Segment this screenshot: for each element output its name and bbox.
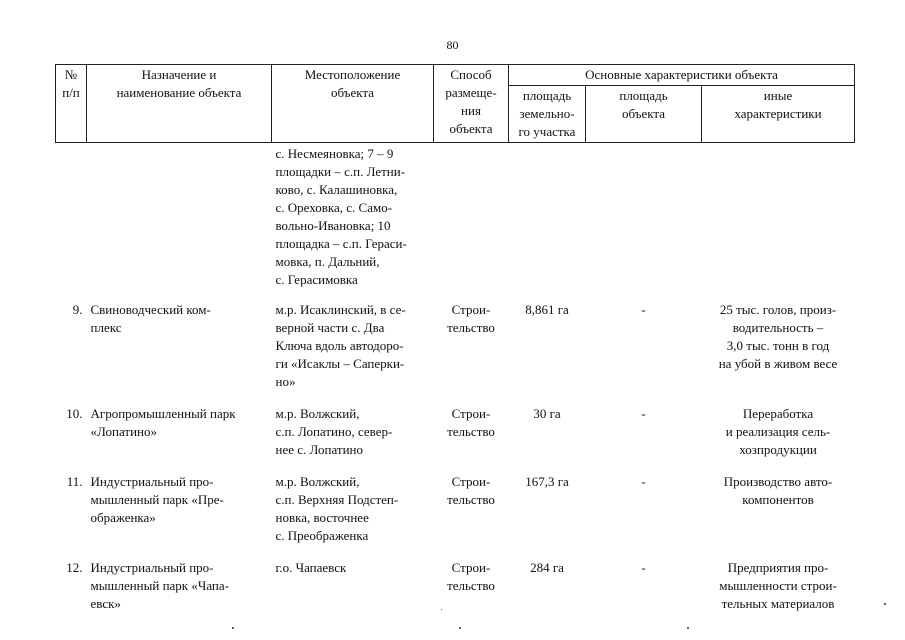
scan-speck [441, 609, 442, 610]
object-name-cell: Индустриальный про- мышленный парк «Чапа- евск» [90, 560, 229, 611]
object-area-cell: - [641, 474, 646, 489]
other-characteristics-cell: Предприятия про- мышленности строи- тельных материалов [719, 560, 837, 611]
location-cell: м.р. Волжский, с.п. Верхняя Подстеп- новка, восточнее с. Преображенка [275, 474, 399, 543]
header-name: Назначение и наименование объекта [87, 65, 272, 143]
method-cell: Строи- тельство [447, 560, 495, 593]
location-cell: м.р. Исаклинский, в се- верной части с. Два Ключа вдоль автодоро- ги «Исаклы – Саперки- но» [275, 302, 406, 389]
other-characteristics-cell: Переработка и реализация сель- хозпродукции [725, 406, 831, 457]
table-row [56, 289, 855, 391]
header-other-characteristics: иные характеристики [702, 86, 855, 143]
method-cell: Строи- тельство [447, 406, 495, 439]
land-area-cell: 167,3 га [525, 474, 569, 489]
row-number: 11. [66, 474, 83, 489]
object-area-cell: - [641, 406, 646, 421]
other-characteristics-cell: Производство авто- компонентов [723, 474, 833, 507]
object-name-cell: Свиноводческий ком- плекс [90, 302, 211, 335]
method-cell: Строи- тельство [447, 302, 495, 335]
table-row [56, 391, 855, 459]
other-characteristics-cell: 25 тыс. голов, произ- водительность – 3,0 тыс. тонн в год на убой в живом весе [718, 302, 838, 371]
location-cell: м.р. Волжский, с.п. Лопатино, север- нее с. Лопатино [275, 406, 393, 457]
table-header [56, 65, 855, 143]
table-row [56, 545, 855, 613]
object-area-cell: - [641, 302, 646, 317]
row-number: 9. [72, 302, 83, 317]
location-cell: г.о. Чапаевск [275, 560, 347, 575]
header-num: № п/п [56, 65, 87, 143]
table-row-continuation [56, 143, 855, 290]
land-area-cell: 284 га [530, 560, 564, 575]
location-cell: с. Несмеяновка; 7 – 9 площадки – с.п. Летни- ково, с. Калашиновка, с. Ореховка, с. Само- вольно-Ивановка; 10 площадка – с.п. Гераси- мовка, п. Дальний, с. Герасимовка [275, 146, 407, 287]
scan-speck [232, 627, 234, 629]
land-area-cell: 30 га [533, 406, 561, 421]
header-main-characteristics: Основные характеристики объекта [509, 65, 855, 86]
header-land-area: площадь земельно- го участка [509, 86, 586, 143]
object-area-cell: - [641, 560, 646, 575]
object-name-cell: Агропромышленный парк «Лопатино» [90, 406, 236, 439]
header-method: Способ размеще- ния объекта [434, 65, 509, 143]
method-cell: Строи- тельство [447, 474, 495, 507]
table-row [56, 459, 855, 545]
land-area-cell: 8,861 га [525, 302, 569, 317]
scan-speck [459, 627, 461, 629]
page-number: 80 [446, 38, 459, 52]
row-number: 12. [66, 560, 83, 575]
row-number: 10. [66, 406, 83, 421]
scan-speck [884, 603, 886, 605]
scan-speck [687, 627, 689, 629]
characteristics-table [55, 64, 855, 613]
table-body [56, 143, 855, 614]
header-object-area: площадь объекта [586, 86, 702, 143]
header-location: Местоположение объекта [272, 65, 434, 143]
object-name-cell: Индустриальный про- мышленный парк «Пре- ображенка» [90, 474, 224, 525]
